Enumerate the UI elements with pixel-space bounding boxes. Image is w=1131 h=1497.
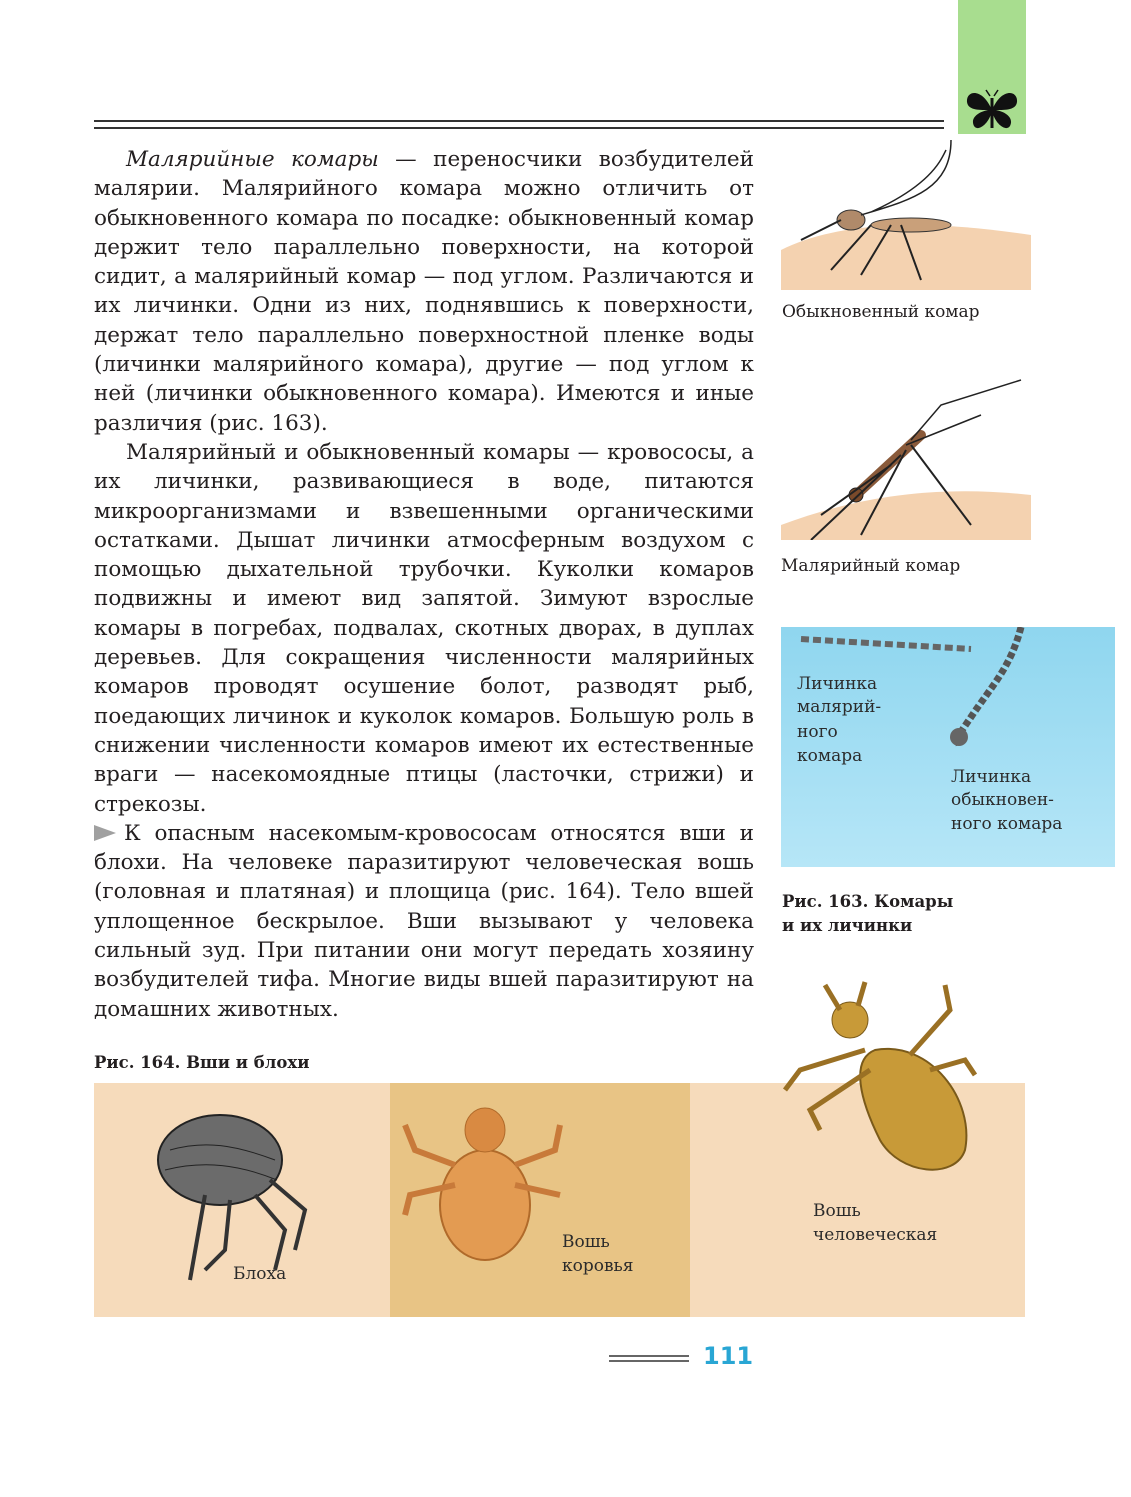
figure-163-caption-line1: Рис. 163. Комары <box>782 892 954 911</box>
figure-163-caption-line2: и их личинки <box>782 916 913 935</box>
larva-malaria-l3: ного <box>797 722 838 742</box>
label-human-louse-line2: человеческая <box>813 1225 938 1245</box>
cow-louse-illustration <box>400 1100 570 1270</box>
larvae-water-illustration <box>781 627 1115 867</box>
larva-malaria-l1: Личинка <box>797 674 878 694</box>
malaria-mosquito-illustration <box>781 375 1031 540</box>
header-rule-top <box>94 120 944 122</box>
human-louse-illustration <box>780 980 980 1180</box>
label-cow-louse-line2: коровья <box>562 1256 634 1276</box>
label-cow-louse <box>562 1230 634 1278</box>
larva-common-l2: обыкновен- <box>951 790 1054 810</box>
term-malaria-mosquitoes: Малярийные комары <box>126 147 379 172</box>
larva-malaria-l2: малярий- <box>797 697 882 717</box>
figure-164-caption: Рис. 164. Вши и блохи <box>94 1053 310 1072</box>
flea-illustration <box>145 1100 320 1285</box>
larva-common-l3: ного комара <box>951 814 1063 834</box>
paragraph-3 <box>94 819 754 1024</box>
paragraph-1-text: — переносчики возбудителей малярии. Малярийного комара можно отличить от обыкновенного комара по посадке: обыкновенный комар держит тело параллельно поверхности, на которой сидит, а малярийный комар — под углом. Различаются и их личинки. Одни из них, поднявшись к поверхности, держат тело параллельно поверхностной пленке воды (личинки малярийного комара), другие — под углом к ней (личинки обыкновенного комара). Имеются и иные различия (рис. 163). <box>94 147 754 436</box>
paragraph-1 <box>94 145 754 438</box>
caption-malaria-mosquito: Малярийный комар <box>781 556 961 576</box>
section-tab <box>958 0 1026 134</box>
larva-common-l1: Личинка <box>951 767 1032 787</box>
page-number: 111 <box>703 1342 754 1370</box>
label-human-louse <box>813 1199 937 1247</box>
main-text <box>94 145 754 1024</box>
triangle-marker-icon <box>94 825 116 841</box>
header-rule-bottom <box>94 127 944 129</box>
label-cow-louse-line1: Вошь <box>562 1232 610 1252</box>
butterfly-icon <box>964 88 1020 132</box>
caption-common-mosquito: Обыкновенный комар <box>782 302 980 322</box>
figure-163-caption <box>782 890 953 938</box>
page-number-rules <box>609 1355 689 1365</box>
label-human-louse-line1: Вошь <box>813 1201 861 1221</box>
common-mosquito-illustration <box>781 140 1031 290</box>
paragraph-2: Малярийный и обыкновенный комары — кровососы, а их личинки, развивающиеся в воде, питаются микроорганизмами и взвешенными органическими остатками. Дышат личинки атмосферным воздухом с помощью дыхательной трубочки. Куколки комаров подвижны и имеют вид запятой. Зимуют взрослые комары в погребах, подвалах, скотных дворах, в дуплах деревьев. Для сокращения численности малярийных комаров проводят осушение болот, разводят рыб, поедающих личинок и куколок комаров. Большую роль в снижении численности комаров имеют их естественные враги — насекомоядные птицы (ласточки, стрижи) и стрекозы. <box>94 439 754 817</box>
larva-malaria-l4: комара <box>797 746 863 766</box>
paragraph-3-text: К опасным насекомым-кровососам относятся вши и блохи. На человеке паразитируют человеческая вошь (головная и платяная) и площица (рис. 164). Тело вшей уплощенное бескрылое. Вши вызывают у человека сильный зуд. При питании они могут передать хозяину возбудителей тифа. Многие виды вшей паразитируют на домашних животных. <box>94 820 754 1022</box>
label-flea: Блоха <box>233 1264 287 1284</box>
